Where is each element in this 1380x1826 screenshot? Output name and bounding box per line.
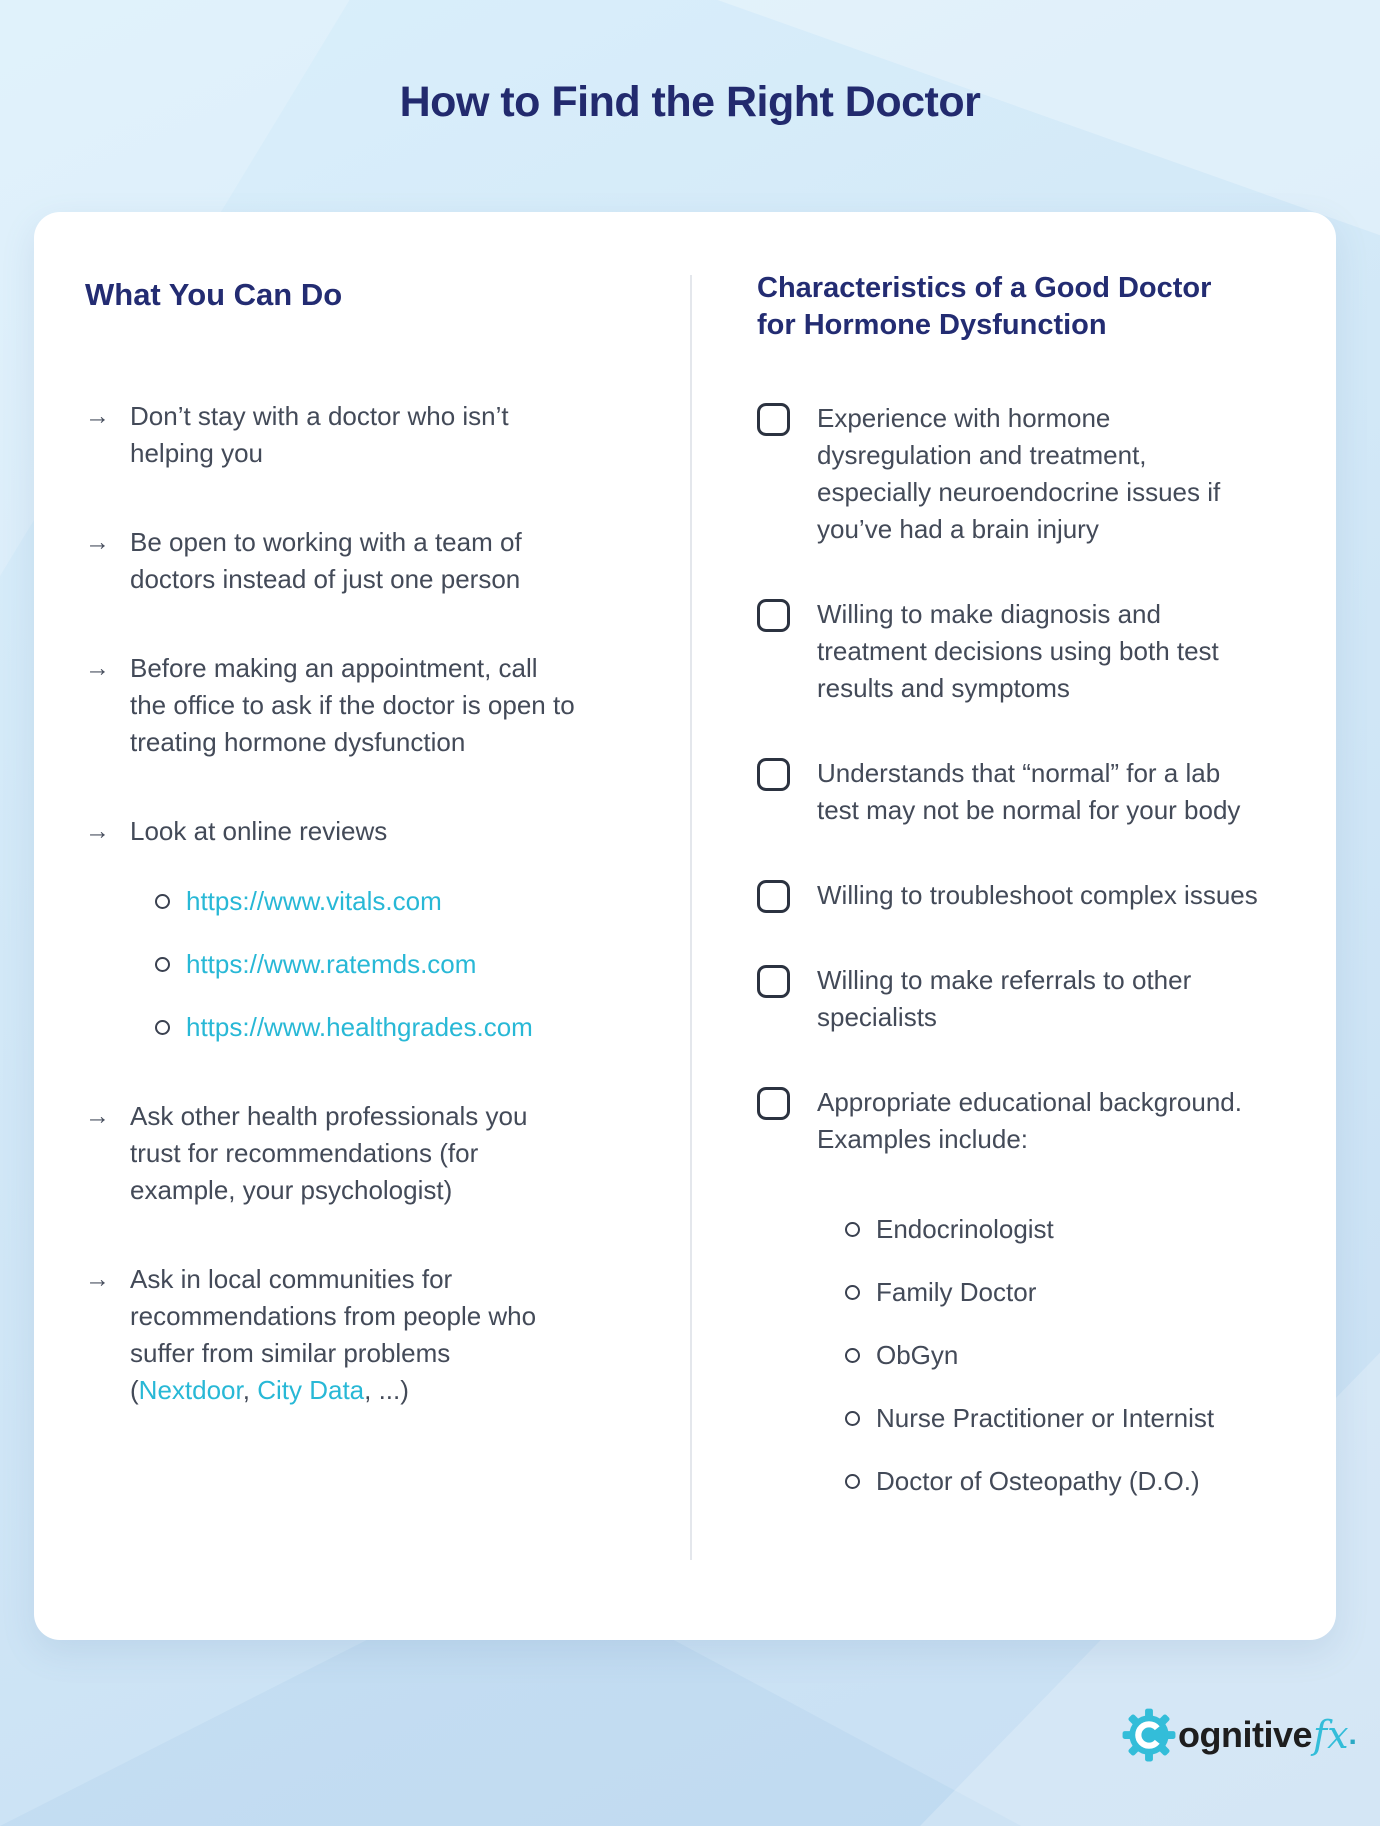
left-heading: What You Can Do	[85, 277, 343, 312]
circle-bullet-icon	[845, 1285, 860, 1300]
checklist-item	[757, 962, 1272, 1036]
item-text: Willing to make diagnosis and treatment decisions using both test results and symptoms	[817, 599, 1219, 703]
paren-open: (	[130, 1375, 139, 1405]
checkbox[interactable]	[757, 880, 790, 913]
list-item	[845, 1400, 1272, 1437]
checkbox[interactable]	[757, 1087, 790, 1120]
list-item	[845, 1337, 1272, 1374]
page-title: How to Find the Right Doctor	[399, 78, 981, 126]
link-nextdoor[interactable]: Nextdoor	[138, 1375, 243, 1405]
cognitivefx-logo	[1122, 1708, 1357, 1762]
checklist-item	[757, 596, 1272, 707]
arrow-bullet-icon: →	[85, 1265, 110, 1293]
arrow-bullet-icon: →	[85, 654, 110, 682]
list-item	[85, 398, 595, 472]
checkbox[interactable]	[757, 758, 790, 791]
list-item	[845, 1274, 1272, 1311]
list-item	[85, 813, 595, 1046]
item-text: Willing to make referrals to other specialists	[817, 965, 1192, 1032]
item-text: Understands that “normal” for a lab test may not be normal for your body	[817, 758, 1241, 825]
paren-close: , ...)	[364, 1375, 409, 1405]
circle-bullet-icon	[845, 1348, 860, 1363]
checklist-item	[757, 1084, 1272, 1158]
list-item	[155, 946, 595, 983]
link-city-data[interactable]: City Data	[257, 1375, 365, 1405]
right-column	[757, 270, 1272, 1500]
checklist-item	[757, 877, 1272, 914]
arrow-bullet-icon: →	[85, 528, 110, 556]
arrow-bullet-icon: →	[85, 402, 110, 430]
circle-bullet-icon	[845, 1222, 860, 1237]
item-text: Appropriate educational background. Examples include:	[817, 1087, 1242, 1154]
arrow-bullet-icon: →	[85, 817, 110, 845]
logo-text-main: ognitive	[1178, 1714, 1313, 1755]
link-healthgrades[interactable]: https://www.healthgrades.com	[186, 1012, 533, 1042]
list-item	[85, 1098, 595, 1209]
circle-bullet-icon	[845, 1474, 860, 1489]
column-divider	[690, 275, 692, 1560]
sub-item-text: Doctor of Osteopathy (D.O.)	[876, 1466, 1200, 1496]
checkbox[interactable]	[757, 965, 790, 998]
item-text: Before making an appointment, call the office to ask if the doctor is open to treating hormone dysfunction	[130, 653, 575, 757]
checkbox[interactable]	[757, 403, 790, 436]
sub-item-text: Nurse Practitioner or Internist	[876, 1403, 1215, 1433]
item-text: Don’t stay with a doctor who isn’t helping you	[130, 401, 509, 468]
item-text	[130, 1261, 575, 1409]
circle-bullet-icon	[155, 894, 170, 909]
circle-bullet-icon	[155, 957, 170, 972]
review-links-list	[130, 883, 595, 1046]
sub-item-text: Endocrinologist	[876, 1214, 1054, 1244]
list-item	[85, 650, 595, 761]
checklist-item	[757, 755, 1272, 829]
right-heading: Characteristics of a Good Doctor for Hormone Dysfunction	[757, 272, 1212, 341]
logo-text-dot: .	[1348, 1718, 1357, 1751]
item-text: Be open to working with a team of doctors instead of just one person	[130, 527, 522, 594]
item-text-main: Ask in local communities for recommendations from people who suffer from similar problems	[130, 1264, 537, 1368]
list-item	[845, 1211, 1272, 1248]
doctor-types-list	[757, 1211, 1272, 1500]
content-card	[34, 212, 1336, 1640]
arrow-bullet-icon: →	[85, 1102, 110, 1130]
checklist-item	[757, 400, 1272, 548]
left-column	[85, 277, 595, 1461]
link-ratemds[interactable]: https://www.ratemds.com	[186, 949, 477, 979]
list-item	[155, 1009, 595, 1046]
item-text: Willing to troubleshoot complex issues	[817, 880, 1258, 910]
checkbox[interactable]	[757, 599, 790, 632]
item-text: Look at online reviews	[130, 816, 388, 846]
circle-bullet-icon	[155, 1020, 170, 1035]
gear-icon	[1122, 1708, 1176, 1762]
list-item	[85, 1261, 595, 1409]
separator: ,	[242, 1375, 258, 1405]
list-item	[155, 883, 595, 920]
logo-text-accent: fx	[1313, 1713, 1349, 1757]
link-vitals[interactable]: https://www.vitals.com	[186, 886, 442, 916]
sub-item-text: Family Doctor	[876, 1277, 1037, 1307]
item-text: Experience with hormone dysregulation and treatment, especially neuroendocrine issues if you’ve had a brain injury	[817, 403, 1221, 544]
list-item	[845, 1463, 1272, 1500]
item-text: Ask other health professionals you trust for recommendations (for example, your psychologist)	[130, 1101, 528, 1205]
list-item	[85, 524, 595, 598]
sub-item-text: ObGyn	[876, 1340, 959, 1370]
circle-bullet-icon	[845, 1411, 860, 1426]
